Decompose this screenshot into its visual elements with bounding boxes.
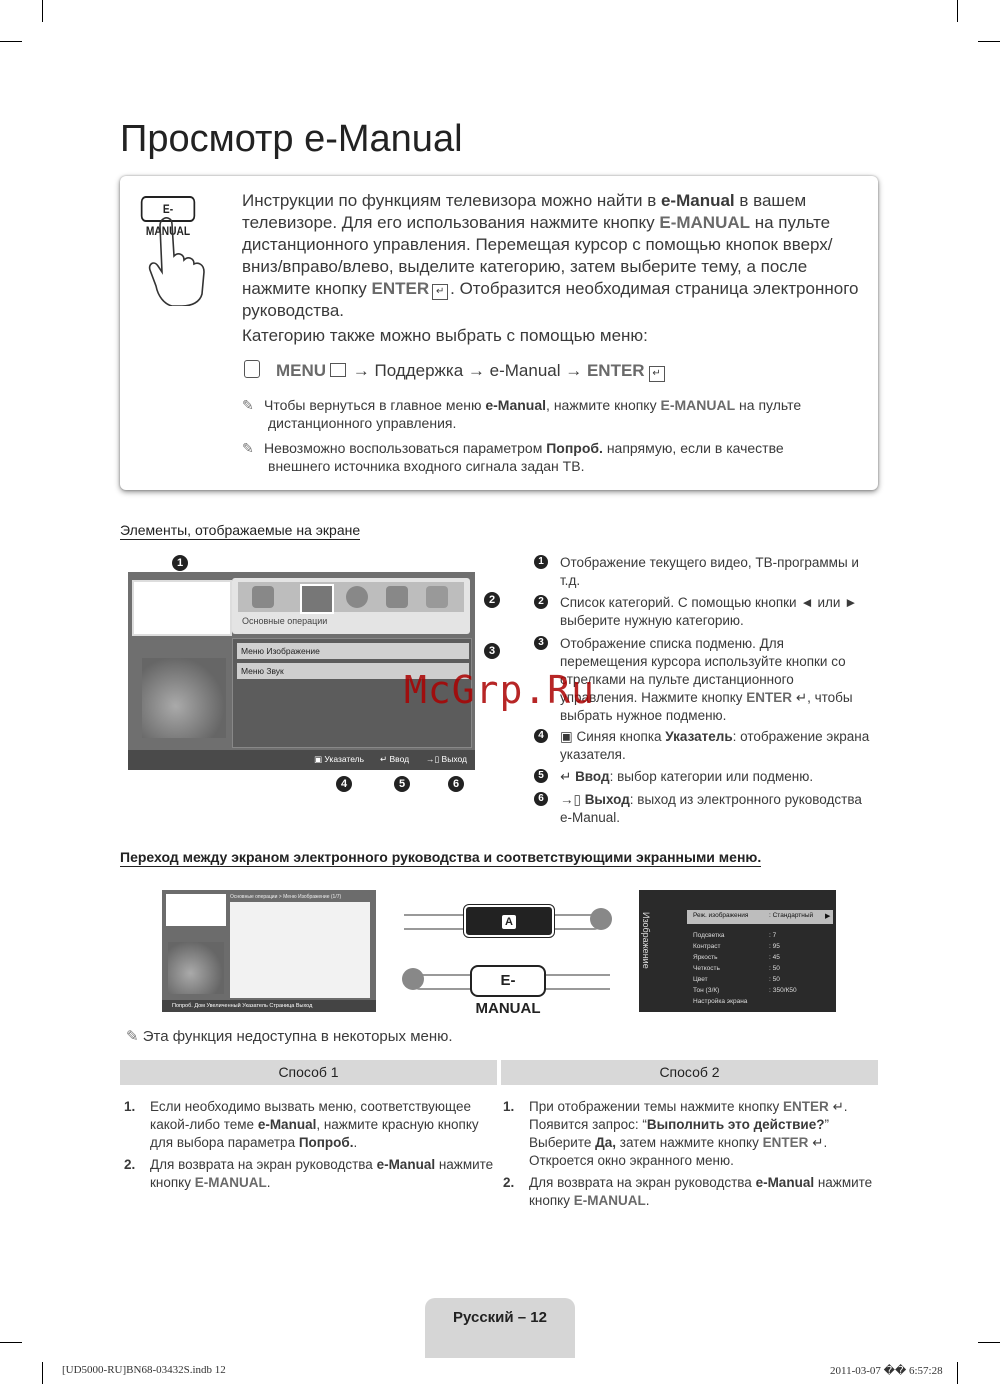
tryit-button: A Попроб. (464, 905, 554, 937)
menu-path: MENU → Поддержка → e-Manual → ENTER ↵ (244, 360, 665, 381)
crop-mark (978, 1342, 1000, 1343)
intro-paragraph: Инструкции по функциям телевизора можно найти в e-Manual в вашем телевизоре. Для его использования нажмите кнопку E-MANUAL на пульте дистанционного управления. Перемещая курсор с помощью кнопок вверх/вниз/вправо/влево, выделите категорию, затем выберите тему, а после нажмите кнопку ENTER ↵ . Отобразится необходимая страница электронного руководства. (242, 191, 859, 320)
arrow-right-head-icon (590, 908, 612, 930)
footer-file: [UD5000-RU]BN68-03432S.indb 12 (62, 1364, 226, 1376)
section2-note: ✎ Эта функция недоступна в некоторых меню. (126, 1028, 453, 1045)
description-item: 5 ↵ Ввод: выбор категории или подменю. (534, 768, 874, 786)
page-title: Просмотр e-Manual (120, 118, 463, 160)
emanual-button: E-MANUAL (470, 965, 546, 997)
method2-step2: 2. Для возврата на экран руководства e-Manual нажмите кнопку E-MANUAL. (503, 1175, 873, 1208)
video-preview (166, 894, 226, 926)
method1-step2: 2. Для возврата на экран руководства e-Manual нажмите кнопку E-MANUAL. (124, 1157, 494, 1190)
osd-side-label: Изображение (641, 912, 651, 969)
method1-heading: Способ 1 (120, 1060, 497, 1085)
emanual-screen-title: Основные операции > Меню Изображение (1/7) (230, 894, 342, 900)
submenu-item: Меню Изображение (237, 643, 469, 659)
callout-6: 6 (448, 776, 464, 792)
enter-icon: ↵ (792, 690, 808, 705)
bar-pointer: ▣ Указатель (314, 754, 365, 764)
description-item: 4 ▣ Синяя кнопка Указатель: отображение экрана указателя. (534, 728, 874, 764)
callout-2: 2 (484, 592, 500, 608)
crop-mark (0, 1342, 22, 1343)
intro-paragraph-2: Категорию также можно выбрать с помощью меню: (242, 326, 648, 345)
blue-button-icon: ▣ (560, 729, 577, 744)
category-icon (426, 586, 448, 608)
red-a-button-icon: A (502, 915, 516, 929)
arrow-left-head-icon (402, 968, 424, 990)
callout-1: 1 (172, 555, 188, 571)
pencil-note-icon: ✎ (126, 1028, 143, 1045)
submenu-item: Меню Звук (237, 663, 469, 679)
pencil-note-icon: ✎ (242, 440, 254, 456)
osd-values: : 7 : 95 : 45 : 50 : 50 : З50/К50 (769, 932, 797, 994)
video-preview (132, 580, 232, 636)
enter-icon: ↵ (560, 769, 576, 784)
section-heading-screen-elements: Элементы, отображаемые на экране (120, 522, 361, 538)
callout-4: 4 (336, 776, 352, 792)
osd-labels: Подсветка Контраст Яркость Четкость Цвет Тон (З/К) Настройка экрана (693, 932, 748, 1005)
category-icon (346, 586, 368, 608)
category-icon-selected (300, 584, 334, 614)
page-number-tab: Русский – 12 (425, 1298, 575, 1358)
enter-icon: ↵ (808, 1135, 824, 1150)
pencil-note-icon: ✎ (242, 397, 254, 413)
note-1: ✎ Чтобы вернуться в главное меню e-Manual, нажмите кнопку E-MANUAL на пульте дистанционного управления. (242, 397, 802, 431)
emanual-text-area (230, 902, 370, 998)
category-icon (252, 586, 274, 608)
osd-menu-illustration (639, 890, 836, 1012)
enter-icon: ↵ (432, 284, 448, 300)
category-icon (386, 586, 408, 608)
enter-icon: ↵ (649, 366, 665, 382)
decorative-image (168, 942, 224, 994)
crop-mark (957, 0, 958, 22)
emanual-bottom-bar: Попроб. Дом Увеличенный Указатель Страница Выход (162, 1000, 376, 1012)
crop-mark (957, 1362, 958, 1384)
crop-mark (0, 41, 22, 42)
crop-mark (42, 0, 43, 22)
method2-step1: 1. При отображении темы нажмите кнопку ENTER ↵. Появится запрос: “Выполнить это действие?” Выберите Да, затем нажмите кнопку ENTER ↵. Откроется окно экранного меню. (503, 1099, 848, 1168)
description-item: 3 Отображение списка подменю. Для перемещения курсора используйте кнопки со стрелками на пульте дистанционного управления. Нажмите кнопку ENTER ↵, чтобы выбрать нужное подменю. (534, 635, 874, 725)
watermark: McGrp.Ru (404, 668, 596, 712)
bar-exit: →▯ Выход (426, 754, 467, 764)
emanual-page-illustration (162, 890, 376, 1012)
menu-path-icon (244, 360, 260, 378)
menu-icon (330, 363, 346, 377)
exit-icon: →▯ (560, 792, 585, 807)
osd-row-label: Реж. изображения (693, 912, 749, 919)
crop-mark (978, 41, 1000, 42)
footer-date: 2011-03-07 �� 6:57:28 (830, 1365, 943, 1377)
method2-heading: Способ 2 (501, 1060, 878, 1085)
callout-5: 5 (394, 776, 410, 792)
category-title: Основные операции (242, 616, 328, 626)
osd-icon-column (661, 894, 665, 1008)
osd-arrow-icon: ▶ (825, 913, 831, 920)
callout-3: 3 (484, 643, 500, 659)
description-item: 6 →▯ Выход: выход из электронного руководства e-Manual. (534, 791, 874, 827)
osd-row-value: : Стандартный (769, 912, 814, 919)
note-2: ✎ Невозможно воспользоваться параметром Попроб. напрямую, если в качестве внешнего источника входного сигнала задан ТВ. (242, 440, 784, 474)
enter-icon: ↵ (828, 1099, 844, 1114)
section-heading-navigation: Переход между экраном электронного руководства и соответствующими экранными меню. (120, 849, 762, 865)
bottom-bar (128, 750, 475, 770)
category-panel (232, 578, 470, 634)
crop-mark (42, 1362, 43, 1384)
method1-step1: 1. Если необходимо вызвать меню, соответствующее какой-либо теме e-Manual, нажмите красную кнопку для выбора параметра Попроб.. (124, 1099, 479, 1150)
bar-enter: ↵ Ввод (380, 754, 410, 764)
emanual-remote-button: E-MANUAL (141, 196, 195, 222)
decorative-image (142, 658, 226, 738)
description-item: 2 Список категорий. С помощью кнопки ◄ или ► выберите нужную категорию. (534, 594, 874, 630)
description-item: 1 Отображение текущего видео, ТВ-программы и т.д. (534, 554, 874, 590)
pressing-hand-icon (148, 216, 218, 306)
